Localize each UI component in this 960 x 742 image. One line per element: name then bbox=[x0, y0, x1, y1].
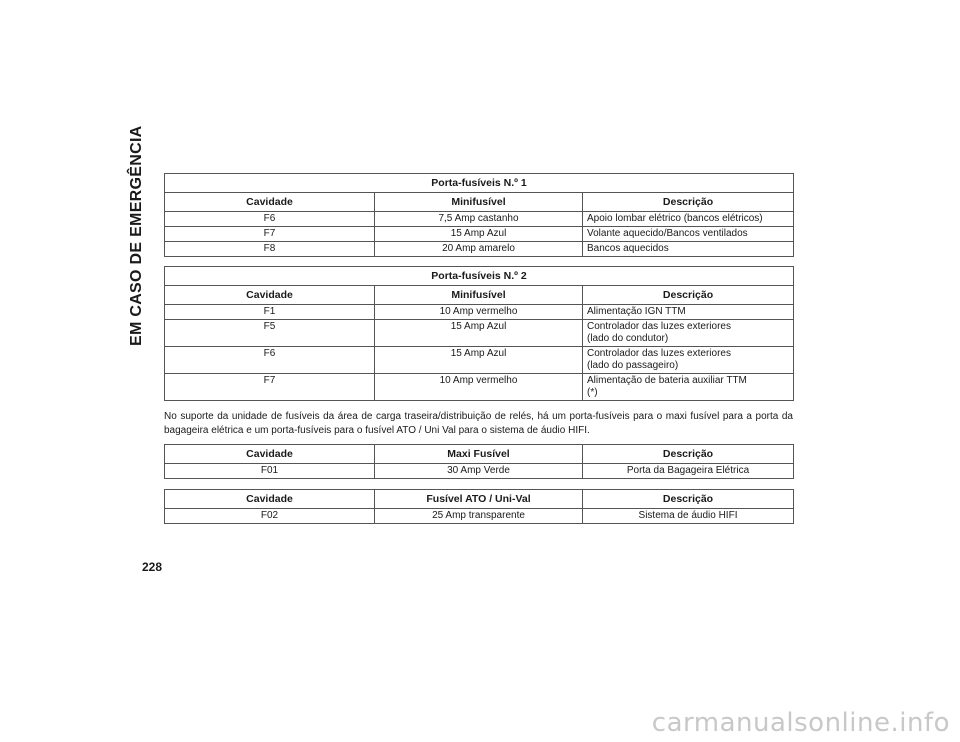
fuse-cell: 10 Amp vermelho bbox=[375, 374, 583, 401]
section-heading: EM CASO DE EMERGÊNCIA bbox=[128, 125, 145, 346]
table-row bbox=[165, 320, 794, 347]
fuse-cell: 15 Amp Azul bbox=[375, 320, 583, 347]
column-header: Cavidade bbox=[165, 445, 375, 464]
fuse-cell: 15 Amp Azul bbox=[375, 347, 583, 374]
table-title: Porta-fusíveis N.º 1 bbox=[165, 174, 794, 193]
table-title: Porta-fusíveis N.º 2 bbox=[165, 267, 794, 286]
table-row bbox=[165, 242, 794, 257]
column-header: Descrição bbox=[583, 286, 794, 305]
description-line: (lado do passageiro) bbox=[587, 360, 679, 371]
fuse-cell: 10 Amp vermelho bbox=[375, 305, 583, 320]
description-cell bbox=[583, 374, 794, 401]
cavity-cell: F8 bbox=[165, 242, 375, 257]
column-header: Descrição bbox=[583, 193, 794, 212]
description-cell: Porta da Bagageira Elétrica bbox=[583, 464, 794, 479]
cavity-cell: F5 bbox=[165, 320, 375, 347]
column-header: Fusível ATO / Uni-Val bbox=[375, 490, 583, 509]
description-line: Alimentação de bateria auxiliar TTM bbox=[587, 375, 747, 386]
page-number: 228 bbox=[142, 560, 163, 574]
column-header: Cavidade bbox=[165, 193, 375, 212]
description-cell: Sistema de áudio HIFI bbox=[583, 509, 794, 524]
fuse-table-3 bbox=[164, 444, 794, 479]
table-row bbox=[165, 347, 794, 374]
description-cell: Volante aquecido/Bancos ventilados bbox=[583, 227, 794, 242]
table-row bbox=[165, 305, 794, 320]
table-row bbox=[165, 464, 794, 479]
cavity-cell: F6 bbox=[165, 347, 375, 374]
fuse-table-2 bbox=[164, 266, 794, 401]
column-header: Minifusível bbox=[375, 193, 583, 212]
fuse-cell: 20 Amp amarelo bbox=[375, 242, 583, 257]
description-cell: Apoio lombar elétrico (bancos elétricos) bbox=[583, 212, 794, 227]
table-row bbox=[165, 374, 794, 401]
column-header: Cavidade bbox=[165, 286, 375, 305]
description-line: (*) bbox=[587, 387, 598, 398]
body-paragraph: No suporte da unidade de fusíveis da área de carga traseira/distribuição de relés, há um porta-fusíveis para o maxi fusível para a porta da bagageira elétrica e um porta-fusíveis para o fusível ATO / Uni Val para o sistema de áudio HIFI. bbox=[164, 411, 793, 436]
fuse-cell: 30 Amp Verde bbox=[375, 464, 583, 479]
description-cell: Alimentação IGN TTM bbox=[583, 305, 794, 320]
cavity-cell: F1 bbox=[165, 305, 375, 320]
cavity-cell: F02 bbox=[165, 509, 375, 524]
cavity-cell: F6 bbox=[165, 212, 375, 227]
description-cell bbox=[583, 347, 794, 374]
description-line: (lado do condutor) bbox=[587, 333, 669, 344]
fuse-table-1 bbox=[164, 173, 794, 257]
column-header: Cavidade bbox=[165, 490, 375, 509]
column-header: Minifusível bbox=[375, 286, 583, 305]
fuse-table-4 bbox=[164, 489, 794, 524]
watermark: carmanualsonline.info bbox=[651, 708, 950, 738]
fuse-cell: 7,5 Amp castanho bbox=[375, 212, 583, 227]
cavity-cell: F7 bbox=[165, 374, 375, 401]
description-line: Controlador das luzes exteriores bbox=[587, 348, 731, 359]
column-header: Descrição bbox=[583, 490, 794, 509]
table-row bbox=[165, 212, 794, 227]
table-row bbox=[165, 509, 794, 524]
cavity-cell: F7 bbox=[165, 227, 375, 242]
description-cell: Bancos aquecidos bbox=[583, 242, 794, 257]
table-row bbox=[165, 227, 794, 242]
cavity-cell: F01 bbox=[165, 464, 375, 479]
description-line: Controlador das luzes exteriores bbox=[587, 321, 731, 332]
description-cell bbox=[583, 320, 794, 347]
fuse-cell: 25 Amp transparente bbox=[375, 509, 583, 524]
column-header: Descrição bbox=[583, 445, 794, 464]
fuse-cell: 15 Amp Azul bbox=[375, 227, 583, 242]
column-header: Maxi Fusível bbox=[375, 445, 583, 464]
